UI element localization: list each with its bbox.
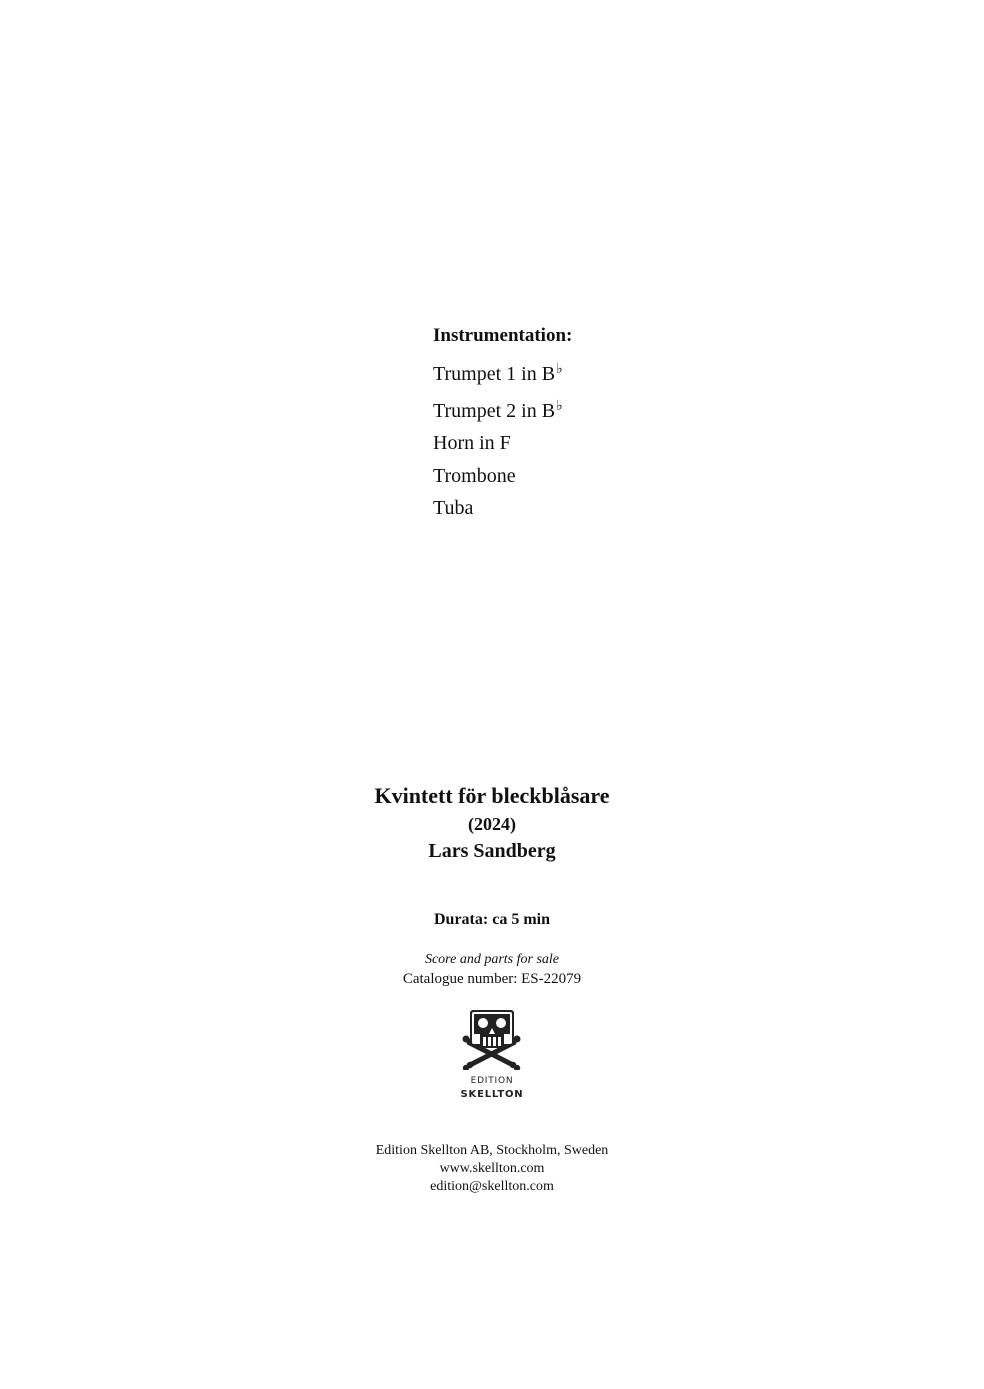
instrument-list bbox=[433, 354, 572, 525]
instrument-item bbox=[433, 391, 572, 428]
composer-name: Lars Sandberg bbox=[428, 840, 556, 862]
skull-crossbones-icon bbox=[462, 1008, 522, 1070]
publisher-website: www.skellton.com bbox=[439, 1161, 545, 1176]
sale-note: Score and parts for sale bbox=[424, 952, 560, 967]
instrument-name: Trumpet 1 in B bbox=[433, 363, 556, 385]
publisher-logo bbox=[452, 1008, 532, 1102]
duration: Durata: ca 5 min bbox=[434, 911, 550, 928]
publisher-address: Edition Skellton AB, Stockholm, Sweden bbox=[375, 1143, 609, 1158]
publisher-email: edition@skellton.com bbox=[430, 1179, 554, 1194]
work-year: (2024) bbox=[468, 814, 516, 834]
catalogue-number: Catalogue number: ES-22079 bbox=[402, 971, 582, 987]
instrument-name: Trombone bbox=[433, 464, 516, 487]
flat-accidental: ♭ bbox=[556, 398, 563, 414]
instrument-item bbox=[433, 354, 572, 391]
logo-text-brand: SKELLTON bbox=[460, 1089, 524, 1100]
flat-accidental: ♭ bbox=[556, 362, 563, 377]
instrument-name: Horn in F bbox=[433, 432, 511, 454]
instrument-item bbox=[433, 492, 572, 525]
instrument-name: Trumpet 2 in B bbox=[433, 399, 556, 422]
instrument-name: Tuba bbox=[433, 497, 474, 519]
work-title: Kvintett för bleckblåsare bbox=[374, 783, 610, 808]
logo-text-edition: EDITION bbox=[470, 1076, 514, 1086]
instrument-item bbox=[433, 427, 572, 460]
instrumentation-heading: Instrumentation: bbox=[433, 325, 573, 346]
instrumentation-section bbox=[433, 324, 572, 525]
instrument-item bbox=[433, 460, 572, 493]
